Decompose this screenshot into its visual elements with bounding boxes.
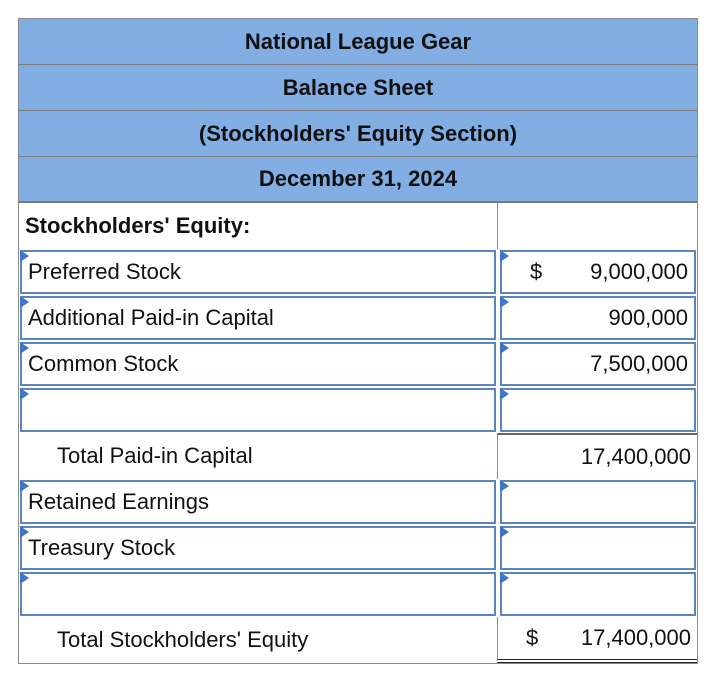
dropdown-marker-icon — [20, 250, 29, 262]
table-row — [19, 341, 697, 387]
total-paid-in-label: Total Paid-in Capital — [57, 443, 253, 468]
row-value: 7,500,000 — [590, 351, 688, 376]
retained-earnings-value-field[interactable] — [500, 480, 696, 524]
dropdown-marker-icon — [500, 388, 509, 400]
blank-value-field[interactable] — [500, 388, 696, 432]
total-equity-label: Total Stockholders' Equity — [57, 627, 309, 652]
row-label: Treasury Stock — [28, 535, 176, 560]
preferred-stock-value-field[interactable] — [500, 250, 696, 294]
dropdown-marker-icon — [20, 296, 29, 308]
row-value: 9,000,000 — [590, 259, 688, 284]
additional-paid-in-value-field[interactable] — [500, 296, 696, 340]
section-title: (Stockholders' Equity Section) — [19, 111, 697, 157]
section-label: Stockholders' Equity: — [25, 213, 251, 238]
table-row — [19, 571, 697, 617]
total-equity-value: 17,400,000 — [580, 625, 691, 650]
dropdown-marker-icon — [20, 572, 29, 584]
treasury-stock-label-field[interactable] — [20, 526, 496, 570]
dropdown-marker-icon — [20, 526, 29, 538]
dropdown-marker-icon — [500, 296, 509, 308]
row-label: Common Stock — [28, 351, 179, 376]
currency-symbol: $ — [530, 259, 543, 284]
table-row — [19, 387, 697, 433]
common-stock-value-field[interactable] — [500, 342, 696, 386]
blank-label-field[interactable] — [20, 388, 496, 432]
table-row — [19, 525, 697, 571]
row-label: Preferred Stock — [28, 259, 181, 284]
table-row — [19, 295, 697, 341]
total-equity-row — [19, 617, 697, 663]
dropdown-marker-icon — [20, 342, 29, 354]
section-label-value — [497, 203, 697, 249]
additional-paid-in-label-field[interactable] — [20, 296, 496, 340]
treasury-stock-value-field[interactable] — [500, 526, 696, 570]
section-label-row — [19, 203, 697, 249]
preferred-stock-label-field[interactable] — [20, 250, 496, 294]
dropdown-marker-icon — [500, 526, 509, 538]
dropdown-marker-icon — [20, 388, 29, 400]
table-row — [19, 479, 697, 525]
total-paid-in-value: 17,400,000 — [497, 433, 697, 479]
total-equity-value-cell — [497, 617, 697, 663]
balance-sheet-table — [18, 18, 698, 664]
common-stock-label-field[interactable] — [20, 342, 496, 386]
dropdown-marker-icon — [20, 480, 29, 492]
total-paid-in-row — [19, 433, 697, 479]
dropdown-marker-icon — [500, 480, 509, 492]
row-label: Additional Paid-in Capital — [28, 305, 274, 330]
blank-label-field-2[interactable] — [20, 572, 496, 616]
dropdown-marker-icon — [500, 342, 509, 354]
company-name: National League Gear — [19, 19, 697, 65]
currency-symbol: $ — [526, 625, 539, 650]
table-row — [19, 249, 697, 295]
statement-title: Balance Sheet — [19, 65, 697, 111]
retained-earnings-label-field[interactable] — [20, 480, 496, 524]
row-value: 900,000 — [608, 305, 688, 330]
dropdown-marker-icon — [500, 250, 509, 262]
blank-value-field-2[interactable] — [500, 572, 696, 616]
statement-date: December 31, 2024 — [19, 157, 697, 203]
row-label: Retained Earnings — [28, 489, 210, 514]
dropdown-marker-icon — [500, 572, 509, 584]
